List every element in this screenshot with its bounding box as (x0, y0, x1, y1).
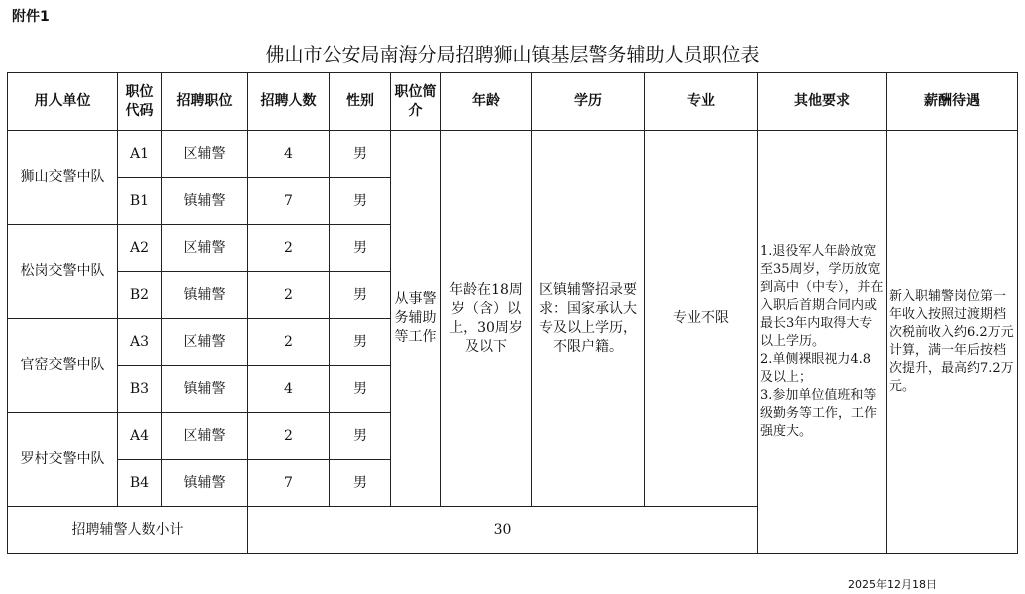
count-cell: 7 (248, 178, 330, 225)
gender-cell: 男 (330, 413, 391, 460)
major-cell: 专业不限 (645, 131, 758, 507)
header-count: 招聘人数 (248, 73, 330, 131)
header-gender: 性别 (330, 73, 391, 131)
gender-cell: 男 (330, 225, 391, 272)
age-cell: 年龄在18周岁（含）以上，30周岁及以下 (441, 131, 532, 507)
position-cell: 镇辅警 (162, 178, 248, 225)
document-date: 2025年12月18日 (848, 578, 937, 591)
education-cell: 区镇辅警招录要求：国家承认大专及以上学历，不限户籍。 (532, 131, 645, 507)
count-cell: 2 (248, 413, 330, 460)
header-code: 职位代码 (118, 73, 162, 131)
subtotal-value: 30 (248, 507, 758, 554)
count-cell: 2 (248, 225, 330, 272)
header-unit: 用人单位 (8, 73, 118, 131)
header-age: 年龄 (441, 73, 532, 131)
gender-cell: 男 (330, 131, 391, 178)
code-cell: B1 (118, 178, 162, 225)
other-requirement-2: 2.单侧裸眼视力4.8及以上； (760, 352, 872, 385)
position-cell: 区辅警 (162, 131, 248, 178)
code-cell: A4 (118, 413, 162, 460)
gender-cell: 男 (330, 460, 391, 507)
count-cell: 4 (248, 366, 330, 413)
subtotal-label: 招聘辅警人数小计 (8, 507, 248, 554)
unit-cell: 狮山交警中队 (8, 131, 118, 225)
unit-cell: 松岗交警中队 (8, 225, 118, 319)
positions-table (7, 72, 1018, 554)
code-cell: A2 (118, 225, 162, 272)
header-position: 招聘职位 (162, 73, 248, 131)
other-requirement-3: 3.参加单位值班和等级勤务等工作，工作强度大。 (760, 388, 878, 439)
page-title: 佛山市公安局南海分局招聘狮山镇基层警务辅助人员职位表 (265, 44, 760, 66)
unit-cell: 罗村交警中队 (8, 413, 118, 507)
code-cell: B4 (118, 460, 162, 507)
gender-cell: 男 (330, 319, 391, 366)
attachment-label: 附件1 (12, 9, 50, 25)
header-row (8, 73, 1018, 131)
position-cell: 镇辅警 (162, 460, 248, 507)
gender-cell: 男 (330, 272, 391, 319)
header-major: 专业 (645, 73, 758, 131)
header-education: 学历 (532, 73, 645, 131)
header-other: 其他要求 (758, 73, 887, 131)
count-cell: 7 (248, 460, 330, 507)
table-row (8, 131, 1018, 178)
position-cell: 区辅警 (162, 319, 248, 366)
header-intro: 职位简介 (391, 73, 441, 131)
code-cell: A3 (118, 319, 162, 366)
other-requirements-cell (758, 131, 887, 554)
position-cell: 区辅警 (162, 413, 248, 460)
count-cell: 2 (248, 272, 330, 319)
count-cell: 2 (248, 319, 330, 366)
gender-cell: 男 (330, 366, 391, 413)
header-salary: 薪酬待遇 (887, 73, 1018, 131)
intro-cell: 从事警务辅助等工作 (391, 131, 441, 507)
gender-cell: 男 (330, 178, 391, 225)
salary-cell: 新入职辅警岗位第一年收入按照过渡期档次税前收入约6.2万元计算，满一年后按档次提升，最高约7.2万元。 (887, 131, 1018, 554)
position-cell: 镇辅警 (162, 366, 248, 413)
position-cell: 镇辅警 (162, 272, 248, 319)
unit-cell: 官窑交警中队 (8, 319, 118, 413)
code-cell: B3 (118, 366, 162, 413)
other-requirement-1: 1.退役军人年龄放宽至35周岁，学历放宽到高中（中专），并在入职后首期合同内或最长3年内取得大专以上学历。 (760, 244, 884, 349)
code-cell: B2 (118, 272, 162, 319)
code-cell: A1 (118, 131, 162, 178)
count-cell: 4 (248, 131, 330, 178)
position-cell: 区辅警 (162, 225, 248, 272)
